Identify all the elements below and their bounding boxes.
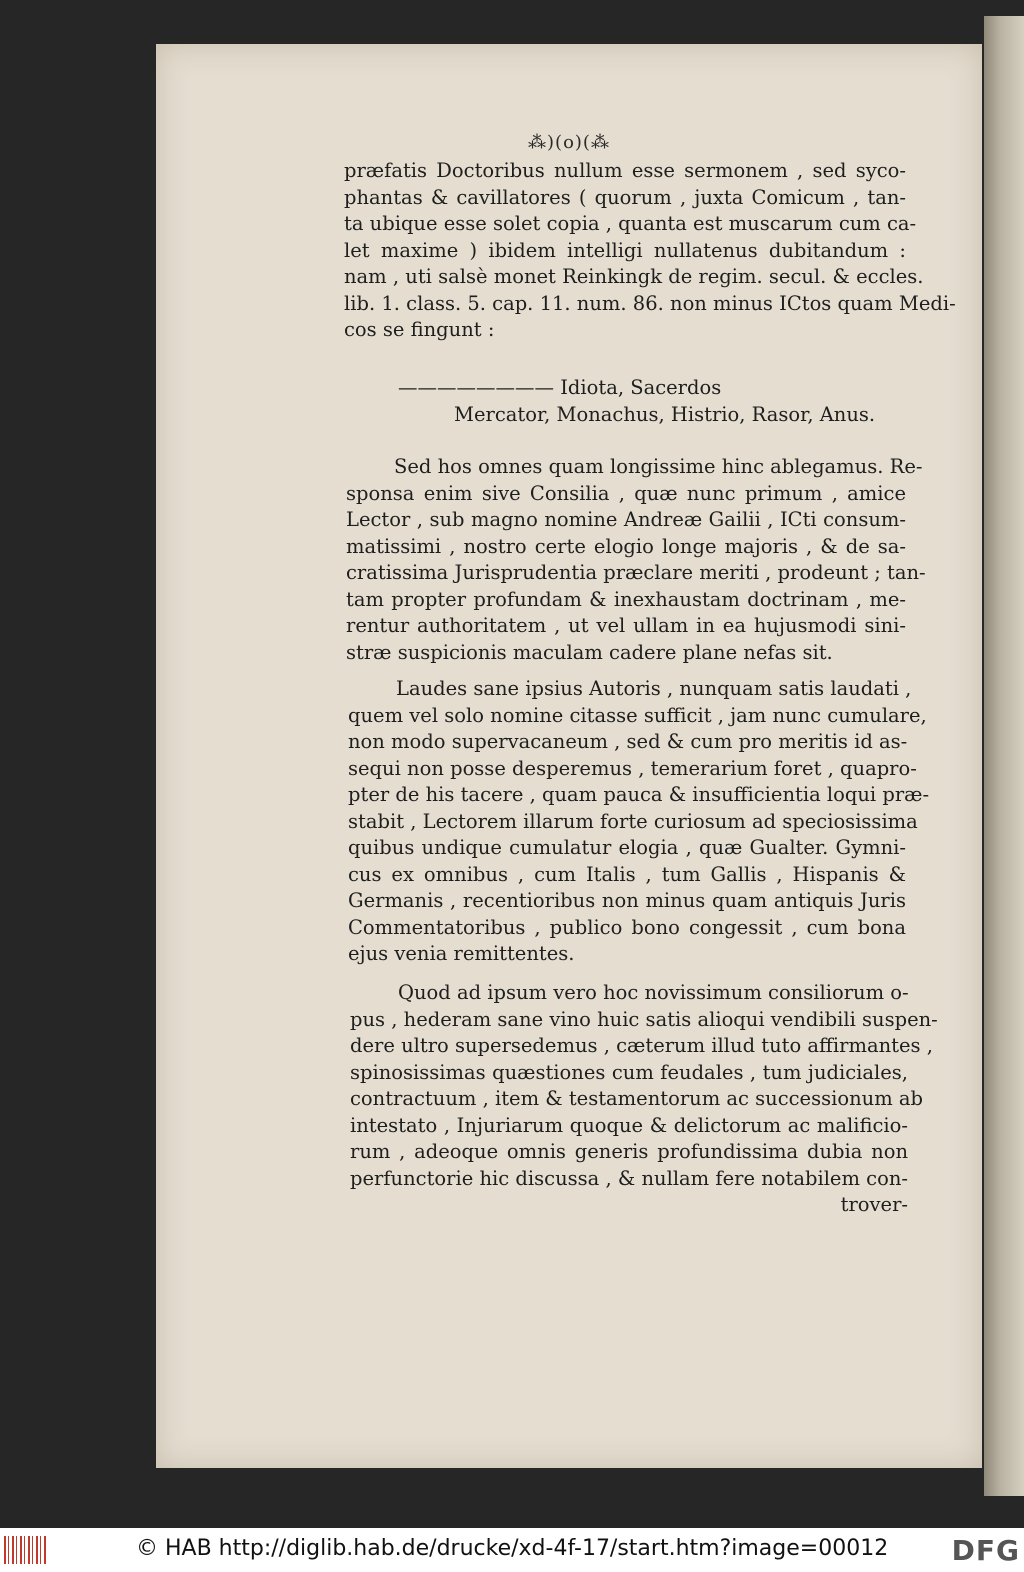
paragraph-2: [348, 676, 930, 968]
text-line: pus , hederam sane vino huic satis alioqui vendibili suspen-: [350, 1007, 938, 1031]
text-line: Lector , sub magno nomine Andreæ Gailii , ICti consum-: [346, 508, 906, 531]
catchword: trover-: [840, 1193, 908, 1216]
text-line: stræ suspicionis maculam cadere plane nefas sit.: [346, 640, 833, 664]
text-line: rum , adeoque omnis generis profundissima dubia non: [350, 1140, 908, 1163]
dfg-logo: DFG: [951, 1534, 1020, 1567]
text-line: dere ultro supersedemus , cæterum illud tuto affirmantes ,: [350, 1034, 933, 1057]
verse-line: Mercator, Monachus, Histrio, Rasor, Anus.: [454, 403, 876, 426]
text-line: Quod ad ipsum vero hoc novissimum consiliorum o-: [398, 981, 909, 1004]
text-line: Commentatoribus , publico bono congessit , cum bona: [348, 915, 906, 939]
text-line: phantas & cavillatores ( quorum , juxta Comicum , tan-: [344, 185, 906, 209]
text-line: ejus venia remittentes.: [348, 942, 575, 965]
paragraph-1: [346, 454, 926, 666]
footer-bar: [0, 1528, 1024, 1572]
adjacent-page-edge: [984, 16, 1024, 1496]
text-line: stabit , Lectorem illarum forte curiosum ad speciosissima: [348, 809, 918, 833]
text-line: quibus undique cumulatur elogia , quæ Gualter. Gymni-: [348, 836, 906, 859]
text-line: sequi non posse desperemus , temerarium foret , quapro-: [348, 756, 917, 780]
text-line: pter de his tacere , quam pauca & insufficientia loqui præ-: [348, 783, 930, 806]
paragraph-3: [350, 980, 938, 1219]
text-line: rentur authoritatem , ut vel ullam in ea hujusmodi sini-: [346, 614, 906, 637]
text-line: intestato , Injuriarum quoque & delictorum ac malificio-: [350, 1113, 908, 1137]
text-line: sponsa enim sive Consilia , quæ nunc primum , amice: [346, 481, 906, 505]
text-line: cos se fingunt :: [344, 318, 495, 341]
paragraph-0: [344, 158, 956, 344]
text-line: matissimi , nostro certe elogio longe majoris , & de sa-: [346, 534, 906, 558]
text-line: non modo supervacaneum , sed & cum pro meritis id as-: [348, 730, 908, 753]
text-line: tam propter profundam & inexhaustam doctrinam , me-: [346, 587, 906, 611]
verse-quotation: [398, 374, 875, 428]
text-line: perfunctorie hic discussa , & nullam fere notabilem con-: [350, 1166, 908, 1190]
text-line: Sed hos omnes quam longissime hinc ablegamus. Re-: [394, 455, 923, 478]
text-line: contractuum , item & testamentorum ac successionum ab: [350, 1087, 924, 1110]
page-header-ornament: ⁂)(o)(⁂: [528, 132, 610, 153]
text-line: Laudes sane ipsius Autoris , nunquam satis laudati ,: [396, 677, 912, 700]
text-line: nam , uti salsè monet Reinkingk de regim. secul. & eccles.: [344, 265, 924, 288]
text-line: lib. 1. class. 5. cap. 11. num. 86. non minus ICtos quam Medi-: [344, 291, 956, 315]
text-line: præfatis Doctoribus nullum esse sermonem , sed syco-: [344, 159, 906, 182]
text-line: spinosissimas quæstiones cum feudales , tum judiciales,: [350, 1060, 908, 1084]
text-line: quem vel solo nomine citasse sufficit , jam nunc cumulare,: [348, 703, 927, 727]
source-url-link[interactable]: © HAB http://diglib.hab.de/drucke/xd-4f-17/start.htm?image=00012: [136, 1536, 889, 1561]
text-line: Germanis , recentioribus non minus quam antiquis Juris: [348, 889, 906, 912]
verse-line: ———————— Idiota, Sacerdos: [398, 376, 722, 399]
text-line: let maxime ) ibidem intelligi nullatenus dubitandum :: [344, 238, 906, 262]
text-line: cus ex omnibus , cum Italis , tum Gallis , Hispanis &: [348, 862, 906, 886]
text-line: ta ubique esse solet copia , quanta est muscarum cum ca-: [344, 212, 917, 235]
barcode-logo-icon: [4, 1536, 46, 1564]
text-line: cratissima Jurisprudentia præclare meriti , prodeunt ; tan-: [346, 561, 926, 584]
